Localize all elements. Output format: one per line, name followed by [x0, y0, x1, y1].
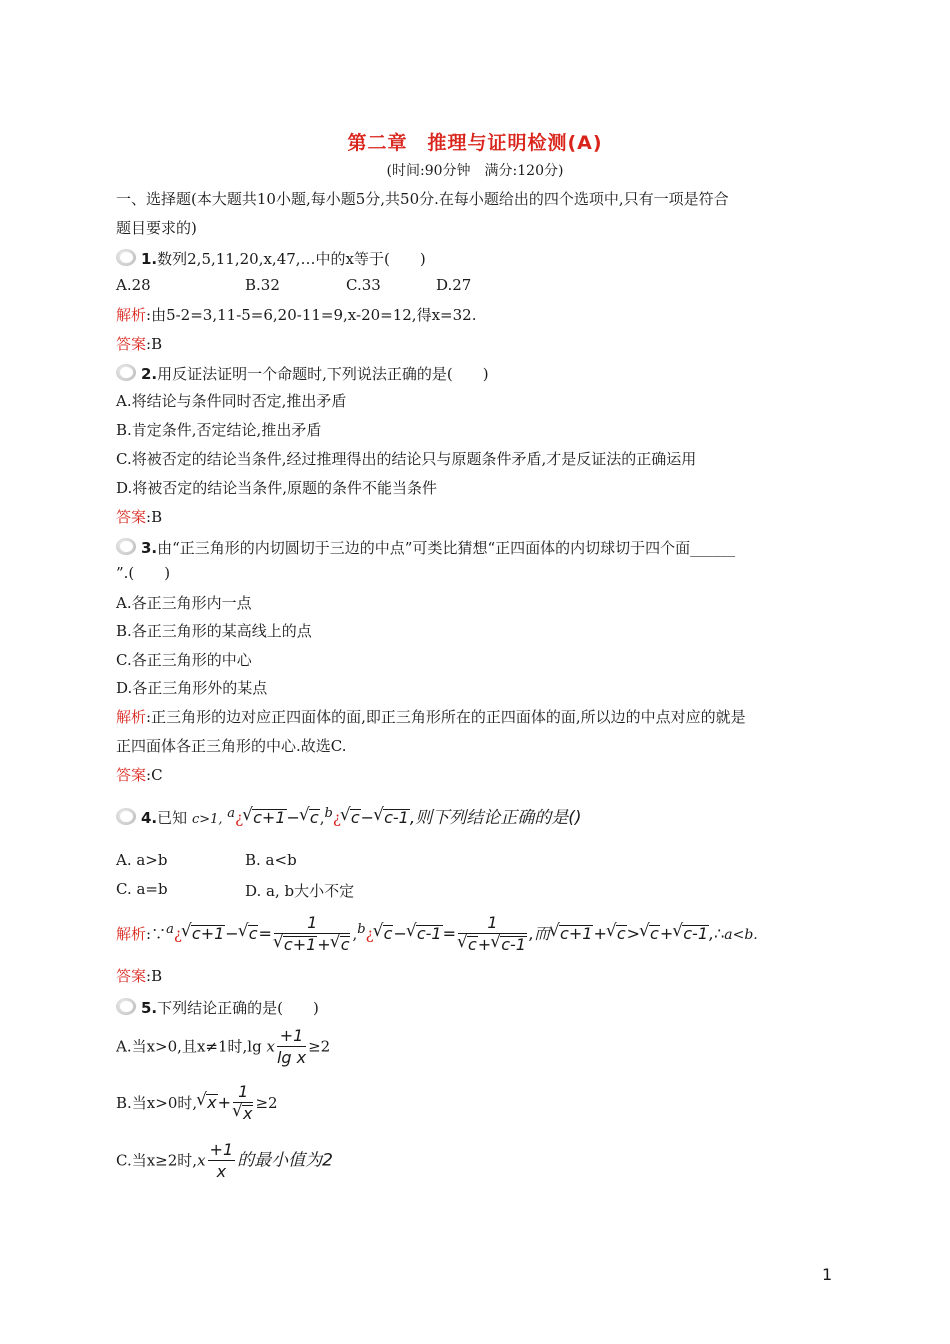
answer-text: :B [146, 335, 163, 353]
sqrt-c: √ c [649, 925, 660, 942]
var-x: x [197, 1151, 206, 1170]
fraction [233, 1082, 253, 1125]
question-bullet-icon [116, 998, 138, 1016]
fraction [458, 913, 527, 956]
q2-option-b: B.肯定条件,否定结论,推出矛盾 [116, 421, 322, 439]
q3-option-d: D.各正三角形外的某点 [116, 679, 268, 697]
greater-than-sign: > [626, 924, 641, 943]
sqrt-c-plus-1: √ c+1 [559, 925, 593, 942]
placeholder-glyph: ¿ [365, 925, 374, 943]
numerator: 1 [274, 913, 351, 934]
question-text: 由“正三角形的内切圆切于三边的中点”可类比猜想“正四面体的内切球切于四个面______ [157, 539, 736, 557]
plus-sign: + [217, 1093, 232, 1112]
q3-analysis [116, 707, 746, 727]
sqrt-c: √ c [350, 809, 361, 826]
answer-label: 答案 [116, 967, 147, 985]
question-bullet-icon [116, 808, 138, 826]
sqrt-c-minus-1: √ c-1 [500, 936, 527, 953]
fraction [277, 1026, 306, 1069]
var-b: b [324, 806, 333, 821]
sqrt-c-plus-1: √ c+1 [283, 936, 317, 953]
sqrt-c-plus-1: √ c+1 [191, 925, 225, 942]
question-bullet-icon [116, 538, 138, 556]
denominator: lg x [276, 1048, 307, 1067]
q5-option-a [116, 1026, 330, 1069]
var-b: b [357, 922, 366, 937]
page-subtitle: (时间:90分钟 满分:120分) [386, 163, 564, 179]
denominator [274, 934, 351, 956]
sqrt-c: √ c [248, 925, 259, 942]
question-text: 用反证法证明一个命题时,下列说法正确的是( ) [157, 365, 489, 383]
q3-analysis-cont: 正四面体各正三角形的中心.故选C. [116, 737, 347, 755]
analysis-text: :由5-2=3,11-5=6,20-11=9,x-20=12,得x=32. [146, 306, 477, 324]
question-bullet-icon [116, 364, 138, 382]
answer-text: :C [146, 766, 163, 784]
var-x: x [266, 1037, 275, 1056]
comma: , [352, 925, 358, 943]
question-3-stem [116, 538, 735, 558]
question-prefix: 已知 [157, 809, 188, 827]
question-number: 4. [141, 809, 158, 827]
sqrt-c: √ c [467, 936, 478, 953]
q3-option-c: C.各正三角形的中心 [116, 651, 252, 669]
answer-text: :B [146, 967, 163, 985]
er-text: ,而 [528, 924, 551, 943]
q2-option-a: A.将结论与条件同时否定,推出矛盾 [116, 392, 347, 410]
denominator [233, 1103, 253, 1125]
answer-label: 答案 [116, 335, 147, 353]
minus-sign: − [360, 808, 375, 827]
q4-option-d: D. a, b大小不定 [245, 882, 355, 900]
question-text: 数列2,5,11,20,x,47,…中的x等于( ) [157, 250, 426, 268]
analysis-prefix: :∵ [146, 925, 167, 943]
option-prefix: A.当x>0,且x≠1时,lg [116, 1037, 262, 1056]
denominator [458, 934, 527, 956]
option-prefix: B.当x>0时, [116, 1094, 198, 1112]
page-title: 第二章 推理与证明检测(A) [347, 132, 603, 154]
q3-answer [116, 765, 163, 785]
q1-option-d: D.27 [436, 276, 472, 294]
q1-option-b: B.32 [245, 276, 280, 294]
q5-option-c [116, 1140, 333, 1183]
sqrt-c-minus-1: √ c-1 [416, 925, 443, 942]
sqrt-x: √ x [242, 1105, 253, 1122]
fraction [208, 1140, 236, 1183]
denominator: x [216, 1162, 227, 1181]
question-4-stem [116, 804, 581, 830]
placeholder-glyph: ¿ [235, 809, 244, 827]
section-heading-line1: 一、选择题(本大题共10小题,每小题5分,共50分.在每小题给出的四个选项中,只有一项是符合 [116, 190, 729, 208]
q5-option-b [116, 1082, 278, 1125]
question-text: 下列结论正确的是( ) [157, 999, 319, 1017]
question-3-stem-cont: ”.( ) [116, 564, 171, 582]
option-suffix: ≥2 [255, 1094, 278, 1112]
sqrt-c-plus-1: √ c+1 [252, 809, 286, 826]
q3-option-a: A.各正三角形内一点 [116, 594, 252, 612]
question-bullet-icon [116, 249, 138, 267]
sqrt-c-minus-1: √ c-1 [682, 925, 709, 942]
page-number: 1 [822, 1265, 833, 1284]
minus-sign: − [393, 924, 407, 943]
q4-option-b: B. a<b [245, 851, 297, 869]
equals-sign: = [258, 924, 272, 943]
q4-option-a: A. a>b [116, 851, 168, 869]
numerator: +1 [277, 1026, 306, 1047]
q1-analysis [116, 305, 476, 325]
answer-label: 答案 [116, 766, 147, 784]
analysis-label: 解析 [116, 306, 147, 324]
sqrt-x: √ x [206, 1094, 217, 1111]
plus-sign: + [593, 924, 607, 943]
sqrt-c: √ c [383, 925, 394, 942]
question-number: 3. [141, 539, 158, 557]
sqrt-c-minus-1: √ c-1 [383, 809, 410, 826]
q1-option-a: A.28 [116, 276, 151, 294]
question-tail: ,则下列结论正确的是() [409, 808, 582, 828]
question-1-stem [116, 249, 426, 269]
placeholder-glyph: ¿ [332, 809, 341, 827]
q1-answer [116, 334, 162, 354]
sqrt-c: √ c [616, 925, 627, 942]
numerator: 1 [233, 1082, 253, 1103]
plus-sign: + [317, 935, 331, 954]
var-a: a [227, 806, 236, 821]
numerator: +1 [209, 1140, 234, 1159]
therefore-text: ,∴ [709, 924, 725, 943]
question-number: 2. [141, 365, 158, 383]
minus-sign: − [225, 924, 239, 943]
fraction [274, 913, 351, 956]
q1-option-c: C.33 [346, 276, 381, 294]
q4-answer [116, 966, 162, 986]
question-number: 5. [141, 999, 158, 1017]
sqrt-c: √ c [309, 809, 320, 826]
option-suffix: ≥2 [308, 1037, 331, 1056]
equals-sign: = [442, 924, 456, 943]
section-heading-line2: 题目要求的) [116, 219, 197, 237]
option-prefix: C.当x≥2时, [116, 1151, 198, 1170]
plus-sign: + [477, 935, 492, 954]
answer-label: 答案 [116, 508, 147, 526]
condition-c: c>1, [191, 812, 223, 827]
comma: , [319, 809, 325, 827]
question-2-stem [116, 364, 489, 384]
plus-sign: + [659, 924, 674, 943]
answer-text: :B [146, 508, 163, 526]
minus-sign: − [286, 808, 300, 827]
numerator: 1 [458, 913, 527, 934]
option-suffix: 的最小值为2 [237, 1150, 333, 1171]
q2-option-c: C.将被否定的结论当条件,经过推理得出的结论只与原题条件矛盾,才是反证法的正确运用 [116, 450, 697, 468]
analysis-label: 解析 [116, 925, 147, 943]
q4-option-c: C. a=b [116, 880, 168, 898]
q4-analysis [116, 908, 758, 957]
sqrt-c: √ c [340, 936, 351, 953]
analysis-label: 解析 [116, 708, 147, 726]
question-number: 1. [141, 250, 158, 268]
q3-option-b: B.各正三角形的某高线上的点 [116, 622, 312, 640]
q2-option-d: D.将被否定的结论当条件,原题的条件不能当条件 [116, 479, 438, 497]
analysis-text: :正三角形的边对应正四面体的面,即正三角形所在的正四面体的面,所以边的中点对应的就是 [146, 708, 746, 726]
conclusion: a<b. [724, 927, 758, 943]
var-a: a [166, 922, 174, 937]
q2-answer [116, 507, 162, 527]
question-5-stem [116, 998, 319, 1018]
placeholder-glyph: ¿ [173, 925, 182, 943]
